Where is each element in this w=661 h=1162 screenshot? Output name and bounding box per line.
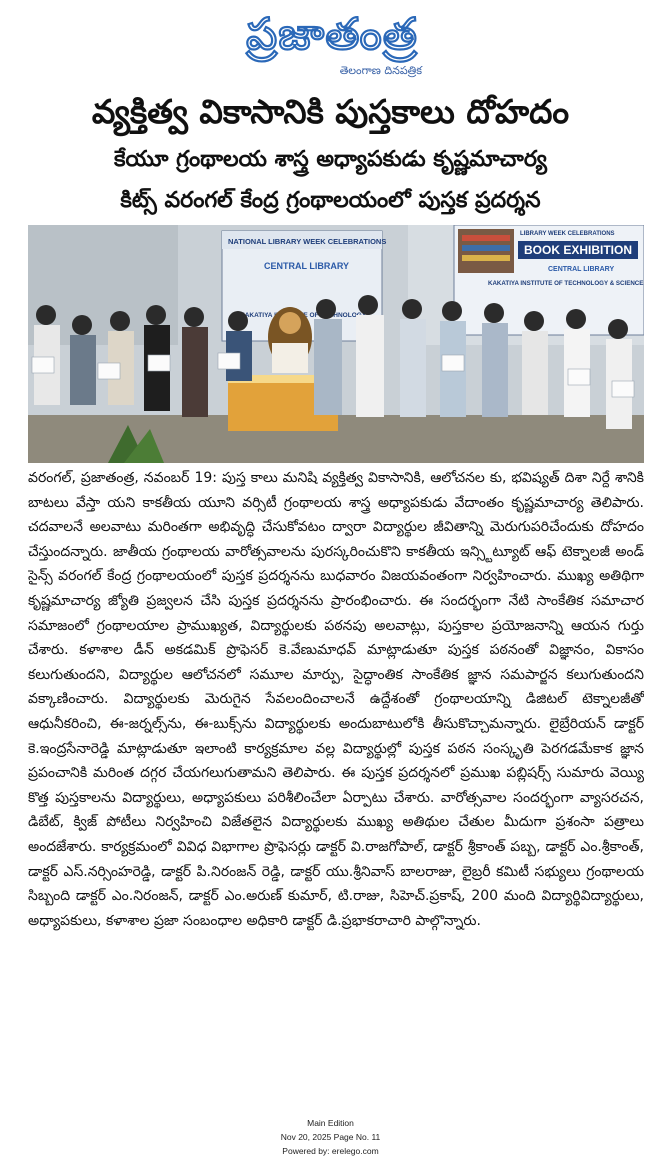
banner-left-title: NATIONAL LIBRARY WEEK CELEBRATIONS <box>228 237 387 246</box>
banner-right-title: BOOK EXHIBITION <box>524 243 633 257</box>
footer-date-page: Nov 20, 2025 Page No. 11 <box>280 1132 381 1142</box>
banner-left-sub: CENTRAL LIBRARY <box>264 261 349 271</box>
newspaper-logo[interactable] <box>232 2 432 68</box>
footer-powered-by[interactable]: Powered by: erelego.com <box>282 1146 379 1156</box>
article-body <box>28 466 644 1126</box>
event-photo-illustration <box>28 225 644 463</box>
tagline: తెలంగాణ దినపత్రిక <box>339 64 422 77</box>
article-headline: వ్యక్తిత్వ వికాసానికి పుస్తకాలు దోహదం <box>91 92 570 131</box>
banner-left-inst: KAKATIYA OF TECHNOLOGY <box>240 312 367 319</box>
event-photo <box>28 225 644 463</box>
article-body-paragraph: వరంగల్, ప్రజాతంత్ర, నవంబర్ 19: పుస్త కాలు మనిషి వ్యక్తిత్వ వికాసానికి, ఆలోచనల కు, భవిష్యత్ దిశా నిర్దే శానికి బాటలు వేస్తా యని కాకతీయ యూని వర్సిటీ గ్రంథాలయ శాస్త్ర అధ్యాపకుడు వేదాంతం కృష్ణమాచార్య తెలిపారు. చదవాలనే అలవాటు మరింతగా అభివృద్ధి చేసుకోవటం ద్వారా విద్యార్థుల జీవితాన్ని మెరుగుపరిచేందుకు దోహదం చేస్తుందన్నారు. జాతీయ గ్రంథాలయ వారోత్సవాలను పురస్కరించుకొని కాకతీయ ఇన్స్టిట్యూట్ ఆఫ్ టెక్నాలజీ అండ్ సైన్స్ వరంగల్ కేంద్ర గ్రంథాలయంలో పుస్తక ప్రదర్శనను బుధవారం విజయవంతంగా నిర్వహించారు. ముఖ్య అతిథిగా కృష్ణమాచార్య జ్యోతి ప్రజ్వలన చేసి పుస్తక ప్రదర్శనను ప్రారంభించారు. ఈ సందర్భంగా నేటి సాంకేతిక సమాచార సమాజంలో గ్రంథాలయాల ప్రాముఖ్యత, విద్యార్థులకు పఠనపు అలవాట్లు, పుస్తకాల ప్రయోజనాన్ని ఆయన గుర్తు చేశారు. కళాశాల డీన్ అకడమిక్ ప్రొఫెసర్ కె.వేణుమాధవ్ మాట్లాడుతూ పుస్తక పఠనంతో విజ్ఞానం, వికాసం కలుగుతుందని, విద్యార్థుల ఆలోచనలో సమూల మార్పు, సైద్ధాంతిక సాంకేతిక జ్ఞాన సమపార్జన కలుగుతుందని వక్కాణించారు. విద్యార్థులకు మెరుగైన సేవలందించాలనే ఉద్దేశంతో గ్రంథాలయాన్ని డిజిటల్ టెక్నాలజీతో ఆధునీకరించి, ఈ-జర్నల్స్‌ను, ఈ-బుక్స్‌ను విద్యార్థులకు అందుబాటులోకి తీసుకొచ్చామన్నారు. లైబ్రేరియన్ డాక్టర్ కె.ఇంద్రసేనారెడ్డి మాట్లాడుతూ ఇలాంటి కార్యక్రమాల వల్ల విద్యార్థుల్లో పుస్తక పఠన సంస్కృతి పెరగడమేకాక జ్ఞాన ప్రపంచానికి మరింత దగ్గర చేయగలుగుతామని తెలిపారు. ఈ పుస్తక ప్రదర్శనలో ప్రముఖ పబ్లిషర్స్ సుమారు వెయ్యి కొత్త పుస్తకాలను విద్యార్థులు, అధ్యాపకులు పరిశీలించేలా ఏర్పాటు చేశారు. వారోత్సవాల సందర్భంగా వ్యాసరచన, డిబేట్, క్విజ్ పోటీలు నిర్వహించి విజేతలైన విద్యార్థులకు ముఖ్య అతిథుల చేతుల మీదుగా ప్రశంసా పత్రాలు అందజేశారు. కార్యక్రమంలో వివిధ విభాగాల ప్రొఫెసర్లు డాక్టర్ వి.రాజగోపాల్, డాక్టర్ శ్రీకాంత్ పబ్బ, డాక్టర్ ఎం.శ్రీకాంత్, డాక్టర్ ఎస్.నర్సింహరెడ్డి, డాక్టర్ పి.నిరంజన్ రెడ్డి, డాక్టర్ యు.శ్రీనివాస్ బాలరాజు, లైబ్రరీ కమిటీ సభ్యులు గ్రంథాలయ సిబ్బంది డాక్టర్ ఎం.నిరంజన్, డాక్టర్ ఎం.అరుణ్ కుమార్, టి.రాజు, సిహెచ్.ప్రకాష్, 200 మంది విద్యార్థివిద్యార్థులు, అధ్యాపకులు, కళాశాల ప్రజా సంబంధాల అధికారి డాక్టర్ డి.ప్రభాకరాచారి పాల్గొన్నారు. <box>28 470 644 929</box>
article-subheadline-2: కిట్స్ వరంగల్ కేంద్ర గ్రంథాలయంలో పుస్తక ప్రదర్శన <box>120 188 541 213</box>
footer-edition: Main Edition <box>307 1118 354 1128</box>
banner-right-top: LIBRARY WEEK CELEBRATIONS <box>520 231 615 237</box>
masthead <box>0 0 661 86</box>
page-footer <box>0 1116 661 1162</box>
article-subheadline-1: కేయూ గ్రంథాలయ శాస్త్ర అధ్యాపకుడు కృష్ణమాచార్య <box>114 147 547 172</box>
banner-right-inst: KAKATIYA INSTITUTE OF TECHNOLOGY & SCIENCE <box>488 280 644 287</box>
banner-right <box>454 225 644 335</box>
banner-right-sub: CENTRAL LIBRARY <box>548 266 615 273</box>
logo-text: ప్రజాతంత్ర <box>245 9 419 60</box>
